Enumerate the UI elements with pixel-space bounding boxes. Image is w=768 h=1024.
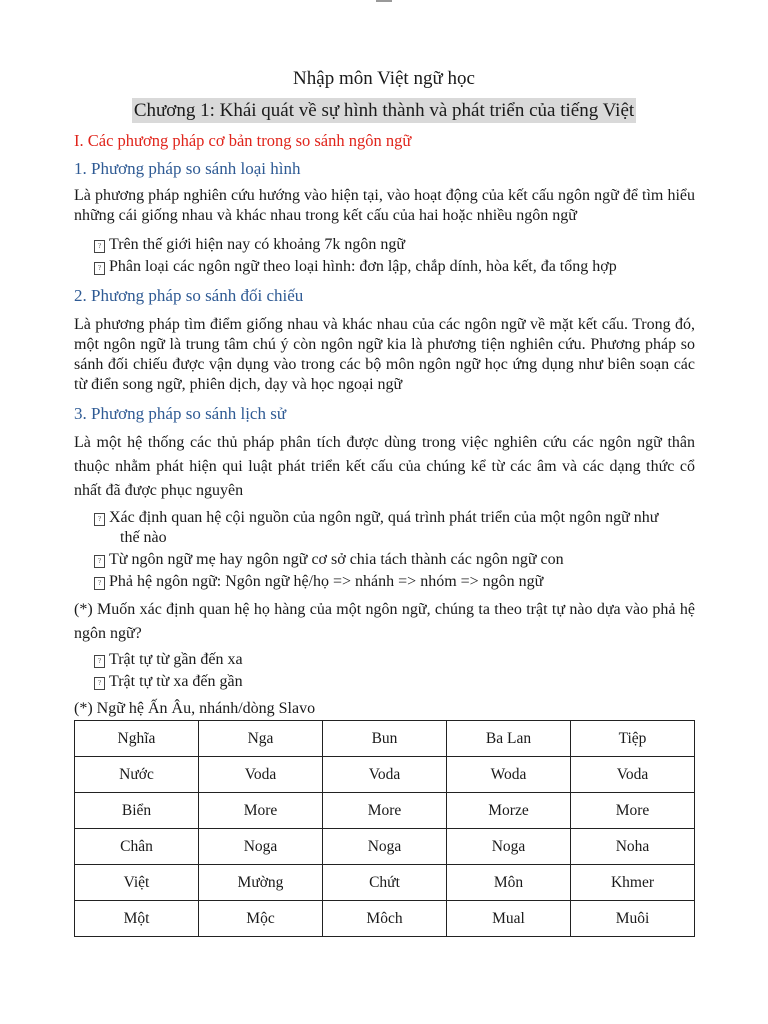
subsection-1-paragraph: Là phương pháp nghiên cứu hướng vào hiện tại, vào hoạt động của kết cấu ngôn ngữ để tìm hiểu những cái giống nhau và khác nhau trong kết cấu của hai hoặc nhiều ngôn ngữ xyxy=(74,187,695,224)
list-item-line-1: Xác định quan hệ cội nguồn của ngôn ngữ, quá trình phát triển của một ngôn ngữ như xyxy=(109,509,659,526)
table-cell: Voda xyxy=(571,757,695,793)
missing-glyph-box-icon: ? xyxy=(94,240,105,253)
table-caption: (*) Ngữ hệ Ấn Âu, nhánh/dòng Slavo xyxy=(74,700,316,717)
table-cell: Noga xyxy=(447,829,571,865)
order-bullets xyxy=(94,650,699,694)
table-cell: Mộc xyxy=(199,901,323,937)
table-cell: Ba Lan xyxy=(447,721,571,757)
list-item: ? Phân loại các ngôn ngữ theo loại hình: đơn lập, chắp dính, hòa kết, đa tổng hợp xyxy=(94,257,699,279)
missing-glyph-box-icon: ? xyxy=(94,513,105,526)
table-cell: More xyxy=(571,793,695,829)
table-cell: More xyxy=(323,793,447,829)
table-cell: Noga xyxy=(323,829,447,865)
missing-glyph-box-icon: ? xyxy=(94,577,105,590)
list-item: ? Trên thế giới hiện nay có khoảng 7k ngôn ngữ xyxy=(94,235,699,257)
table-cell: Voda xyxy=(199,757,323,793)
table-cell: More xyxy=(199,793,323,829)
table-cell: Nga xyxy=(199,721,323,757)
table-row xyxy=(75,829,695,865)
page-edge-mark xyxy=(376,0,392,2)
list-item: ? Phả hệ ngôn ngữ: Ngôn ngữ hệ/họ => nhánh => nhóm => ngôn ngữ xyxy=(94,572,699,594)
table-cell: Khmer xyxy=(571,865,695,901)
table-cell: Noha xyxy=(571,829,695,865)
table-cell: Chân xyxy=(75,829,199,865)
subsection-1-bullets xyxy=(94,235,699,279)
table-cell: Voda xyxy=(323,757,447,793)
missing-glyph-box-icon: ? xyxy=(94,555,105,568)
subsection-heading-1: 1. Phương pháp so sánh loại hình xyxy=(74,159,301,178)
table-row xyxy=(75,865,695,901)
subsection-3-paragraph: Là một hệ thống các thủ pháp phân tích được dùng trong việc nghiên cứu các ngôn ngữ thân thuộc nhằm phát hiện qui luật phát triển kết cấu của chúng kể từ các âm và các dạng thức cổ nhất đã được phục nguyên xyxy=(74,434,695,499)
missing-glyph-box-icon: ? xyxy=(94,677,105,690)
section-heading-I: I. Các phương pháp cơ bản trong so sánh ngôn ngữ xyxy=(74,131,412,150)
missing-glyph-box-icon: ? xyxy=(94,262,105,275)
table-cell: Một xyxy=(75,901,199,937)
table-cell: Bun xyxy=(323,721,447,757)
word-comparison-table xyxy=(74,720,695,937)
document-title: Nhập môn Việt ngữ học xyxy=(293,68,475,89)
table-cell: Nghĩa xyxy=(75,721,199,757)
table-row xyxy=(75,757,695,793)
subsection-2-paragraph: Là phương pháp tìm điểm giống nhau và khác nhau của các ngôn ngữ về mặt kết cấu. Trong đó, một ngôn ngữ là trung tâm chú ý còn ngôn ngữ kia là phương tiện nghiên cứu. Phương pháp so sánh đối chiếu được vận dụng vào trong các bộ môn ngôn ngữ học ứng dụng như biên soạn các từ điển song ngữ, phiên dịch, dạy và học ngoại ngữ xyxy=(74,316,695,393)
table-cell: Môch xyxy=(323,901,447,937)
list-item: ? Trật tự từ xa đến gần xyxy=(94,672,699,694)
chapter-heading-text: Chương 1: Khái quát về sự hình thành và phát triển của tiếng Việt xyxy=(133,100,635,121)
table-row xyxy=(75,793,695,829)
chapter-heading xyxy=(0,100,768,122)
table-cell: Tiệp xyxy=(571,721,695,757)
question-paragraph: (*) Muốn xác định quan hệ họ hàng của một ngôn ngữ, chúng ta theo trật tự nào dựa vào phả hệ ngôn ngữ? xyxy=(74,601,695,642)
list-item xyxy=(94,508,699,550)
table-cell: Việt xyxy=(75,865,199,901)
table-cell: Chứt xyxy=(323,865,447,901)
table-cell: Morze xyxy=(447,793,571,829)
table-cell: Noga xyxy=(199,829,323,865)
table-row xyxy=(75,901,695,937)
table-cell: Mual xyxy=(447,901,571,937)
table-cell: Mường xyxy=(199,865,323,901)
list-item-line-2: thế nào xyxy=(120,529,167,546)
list-item: ? Trật tự từ gần đến xa xyxy=(94,650,699,672)
subsection-heading-2: 2. Phương pháp so sánh đối chiếu xyxy=(74,286,304,305)
table-row xyxy=(75,721,695,757)
missing-glyph-box-icon: ? xyxy=(94,655,105,668)
table-cell: Woda xyxy=(447,757,571,793)
list-item: ? Từ ngôn ngữ mẹ hay ngôn ngữ cơ sở chia tách thành các ngôn ngữ con xyxy=(94,550,699,572)
table-cell: Môn xyxy=(447,865,571,901)
subsection-3-bullets xyxy=(94,508,699,594)
table-cell: Biển xyxy=(75,793,199,829)
table-cell: Muôi xyxy=(571,901,695,937)
subsection-heading-3: 3. Phương pháp so sánh lịch sử xyxy=(74,404,287,423)
table-cell: Nước xyxy=(75,757,199,793)
